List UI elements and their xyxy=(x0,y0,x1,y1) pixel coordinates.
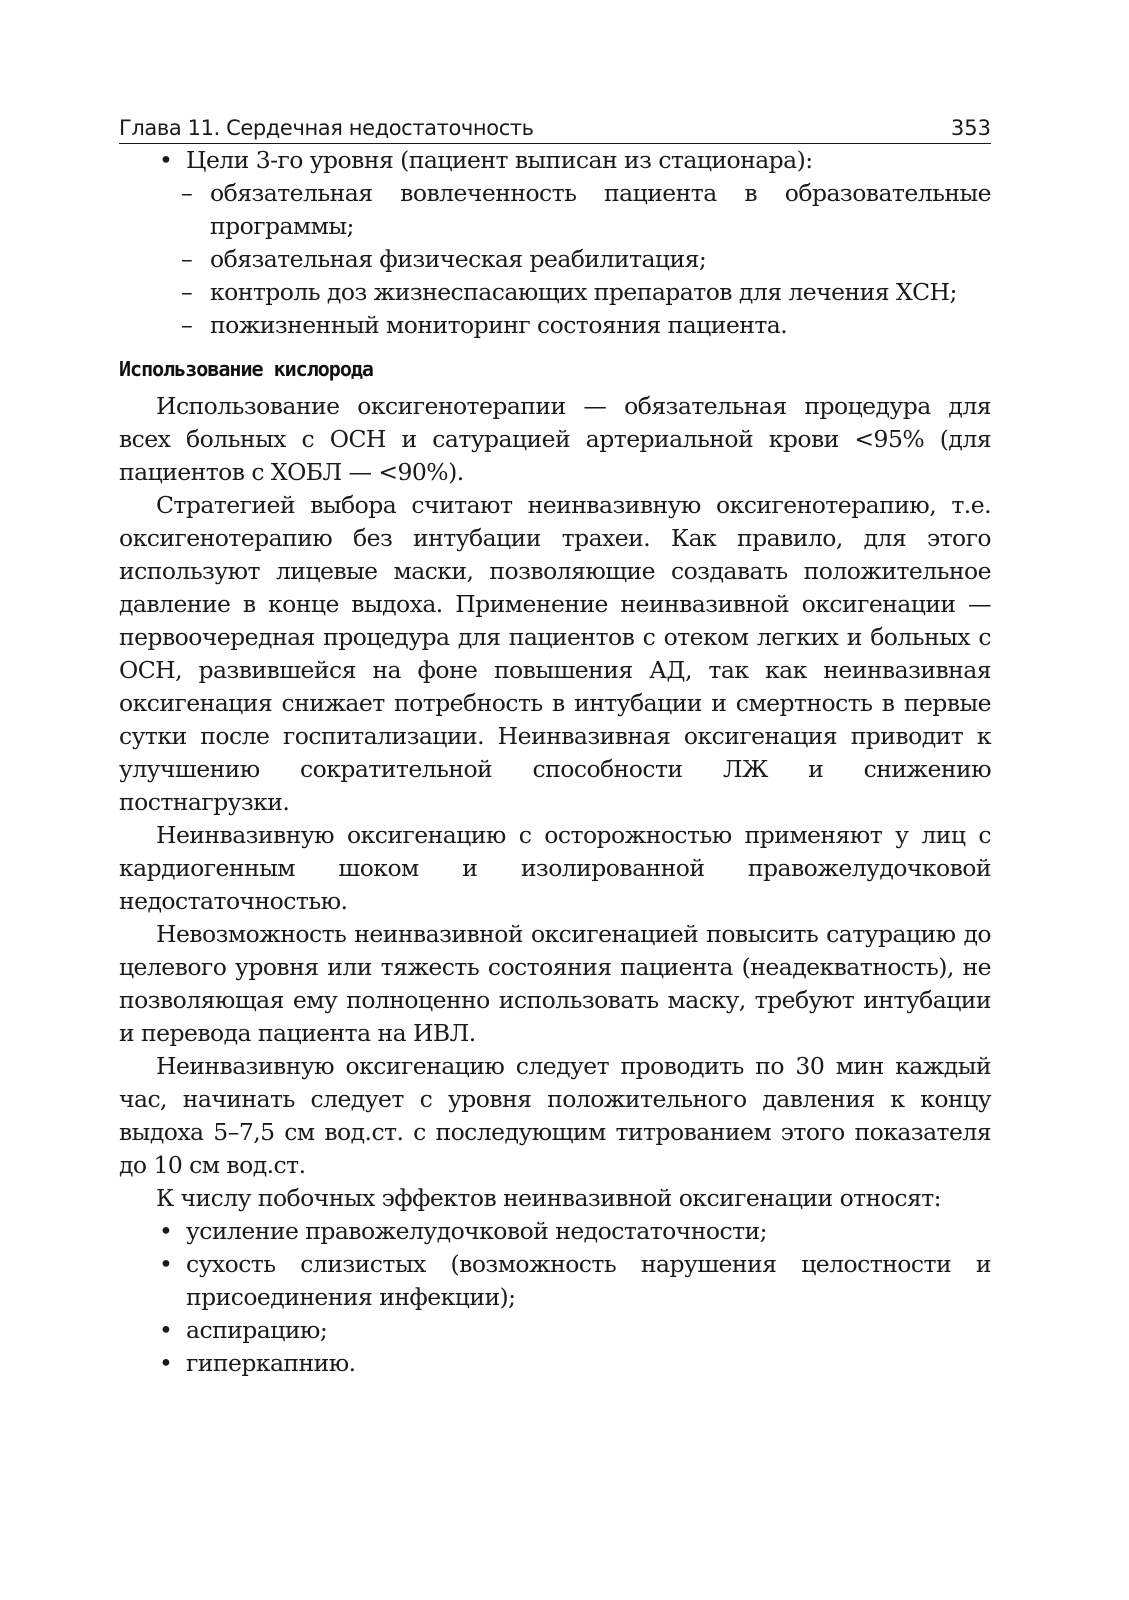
side-effects-text: гиперкапнию. xyxy=(186,1349,356,1377)
section-heading: Использование кислорода xyxy=(119,357,373,381)
page-body xyxy=(119,144,991,1380)
goals-subitem-text: контроль доз жизнеспасающих препаратов для лечения ХСН; xyxy=(210,278,957,306)
side-effects-text: сухость слизистых (возможность нарушения целостности и присоединения инфекции); xyxy=(186,1250,991,1311)
goals-subitem xyxy=(119,243,991,276)
bullet-marker: • xyxy=(159,146,173,174)
dash-marker: – xyxy=(181,179,193,207)
bullet-marker: • xyxy=(159,1250,173,1278)
side-effects-item xyxy=(119,1248,991,1314)
bullet-marker: • xyxy=(159,1316,173,1344)
chapter-title: Глава 11. Сердечная недостаточность xyxy=(119,116,534,140)
side-effects-text: усиление правожелудочковой недостаточности; xyxy=(186,1217,768,1245)
dash-marker: – xyxy=(181,311,193,339)
goals-list xyxy=(119,144,991,342)
goals-subitem xyxy=(119,309,991,342)
goals-title: Цели 3-го уровня (пациент выписан из стационара): xyxy=(186,146,813,174)
goals-subitem xyxy=(119,177,991,243)
paragraph: Неинвазивную оксигенацию следует проводить по 30 мин каждый час, начинать следует с уровня положительного давления к концу выдоха 5–7,5 см вод.ст. с последующим титрованием этого показателя до 10 см вод.ст. xyxy=(119,1052,991,1179)
bullet-marker: • xyxy=(159,1349,173,1377)
dash-marker: – xyxy=(181,245,193,273)
goals-sublist xyxy=(119,177,991,342)
goals-subitem-text: обязательная физическая реабилитация; xyxy=(210,245,707,273)
goals-subitem-text: пожизненный мониторинг состояния пациента. xyxy=(210,311,788,339)
paragraph: Невозможность неинвазивной оксигенацией повысить сатурацию до целевого уровня или тяжесть состояния пациента (неадекватность), не позволяющая ему полноценно использовать маску, требуют интубации и перевода пациента на ИВЛ. xyxy=(119,920,991,1047)
page-number: 353 xyxy=(950,116,991,140)
side-effects-item xyxy=(119,1347,991,1380)
book-page xyxy=(119,108,991,1380)
paragraph: Использование оксигенотерапии — обязательная процедура для всех больных с ОСН и сатурацией артериальной крови <95% (для пациентов с ХОБЛ — <90%). xyxy=(119,392,991,486)
goals-subitem xyxy=(119,276,991,309)
goals-list-item xyxy=(119,144,991,342)
dash-marker: – xyxy=(181,278,193,306)
paragraph: Неинвазивную оксигенацию с осторожностью применяют у лиц с кардиогенным шоком и изолированной правожелудочковой недостаточностью. xyxy=(119,821,991,915)
side-effects-text: аспирацию; xyxy=(186,1316,328,1344)
side-effects-item xyxy=(119,1215,991,1248)
bullet-marker: • xyxy=(159,1217,173,1245)
paragraph: К числу побочных эффектов неинвазивной оксигенации относят: xyxy=(156,1184,942,1212)
running-header xyxy=(119,108,991,144)
side-effects-list xyxy=(119,1215,991,1380)
goals-subitem-text: обязательная вовлеченность пациента в образовательные программы; xyxy=(210,179,991,240)
side-effects-item xyxy=(119,1314,991,1347)
paragraph: Стратегией выбора считают неинвазивную оксигенотерапию, т.е. оксигенотерапию без интубации трахеи. Как правило, для этого используют лицевые маски, позволяющие создавать положительное давление в конце выдоха. Применение неинвазивной оксигенации — первоочередная процедура для пациентов с отеком легких и больных с ОСН, развившейся на фоне повышения АД, так как неинвазивная оксигенация снижает потребность в интубации и смертность в первые сутки после госпитализации. Неинвазивная оксигенация приводит к улучшению сократительной способности ЛЖ и снижению постнагрузки. xyxy=(119,491,991,816)
